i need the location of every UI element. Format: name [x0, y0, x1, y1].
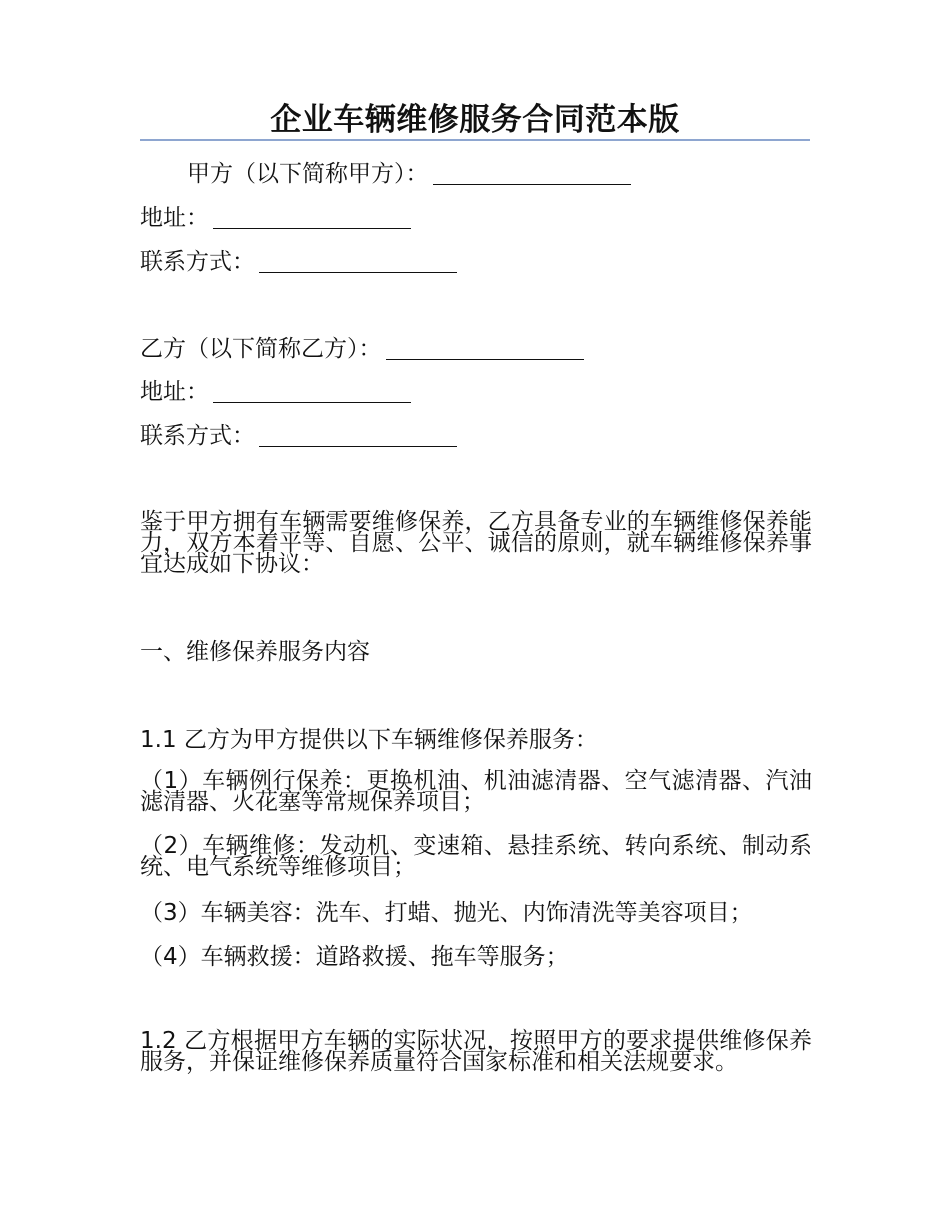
- party-a-blank: [433, 162, 631, 185]
- party-b-address-blank: [213, 380, 411, 403]
- party-a-contact-blank: [259, 250, 457, 273]
- party-b-contact-blank: [259, 424, 457, 447]
- document-title: 企业车辆维修服务合同范本版: [270, 102, 680, 138]
- clause-1-2: 1.2 乙方根据甲方车辆的实际状况，按照甲方的要求提供维修保养服务，并保证维修保养质量符合国家标准和相关法规要求。: [140, 1028, 812, 1075]
- party-a-label: 甲方（以下简称甲方）：: [187, 161, 429, 187]
- party-b-contact-line: [140, 421, 457, 451]
- service-item-2: （2）车辆维修：发动机、变速箱、悬挂系统、转向系统、制动系统、电气系统等维修项目；: [140, 833, 812, 880]
- party-b-label: 乙方（以下简称乙方）：: [140, 336, 382, 362]
- party-b-line: [140, 334, 584, 364]
- party-a-address-blank: [213, 206, 411, 229]
- party-b-address-line: [140, 377, 411, 407]
- party-a-contact-label: 联系方式：: [140, 249, 255, 275]
- preamble-paragraph: 鉴于甲方拥有车辆需要维修保养，乙方具备专业的车辆维修保养能力，双方本着平等、自愿、公平、诚信的原则，就车辆维修保养事宜达成如下协议：: [140, 509, 812, 577]
- service-item-3: （3）车辆美容：洗车、打蜡、抛光、内饰清洗等美容项目；: [140, 900, 753, 926]
- party-a-address-line: [140, 203, 411, 233]
- party-b-blank: [386, 337, 584, 360]
- party-b-address-label: 地址：: [140, 379, 209, 405]
- service-item-1: （1）车辆例行保养：更换机油、机油滤清器、空气滤清器、汽油滤清器、火花塞等常规保养项目；: [140, 768, 812, 815]
- title-underline: [140, 139, 810, 141]
- party-b-contact-label: 联系方式：: [140, 423, 255, 449]
- party-a-contact-line: [140, 247, 457, 277]
- party-a-line: [187, 159, 631, 189]
- section-1-heading: 一、维修保养服务内容: [140, 639, 370, 665]
- clause-1-1: 1.1 乙方为甲方提供以下车辆维修保养服务：: [140, 727, 598, 753]
- party-a-address-label: 地址：: [140, 205, 209, 231]
- service-item-4: （4）车辆救援：道路救援、拖车等服务；: [140, 944, 569, 970]
